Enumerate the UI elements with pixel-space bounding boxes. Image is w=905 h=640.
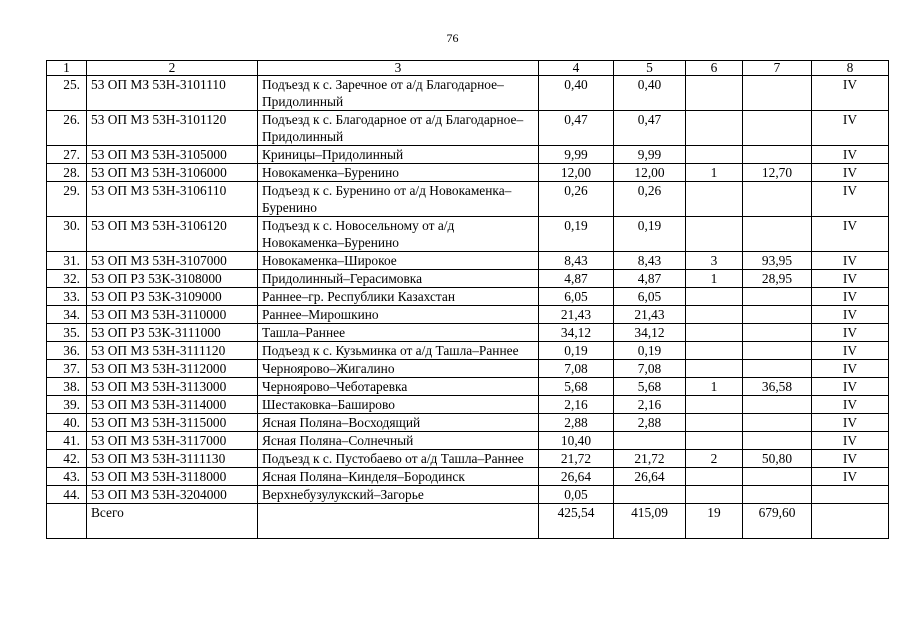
road-name: Ташла–Раннее	[258, 324, 539, 342]
col4-value: 0,26	[539, 182, 614, 217]
row-number: 31.	[47, 252, 87, 270]
total-name-cell	[258, 504, 539, 539]
table-row	[47, 146, 889, 164]
col4-value: 34,12	[539, 324, 614, 342]
road-code: 53 ОП МЗ 53Н-3111130	[87, 450, 258, 468]
col8-value: IV	[812, 396, 889, 414]
road-name: Верхнебузулукский–Загорье	[258, 486, 539, 504]
col4-value: 21,72	[539, 450, 614, 468]
table-row	[47, 468, 889, 486]
col7-value	[743, 396, 812, 414]
col5-value	[614, 432, 686, 450]
col8-value: IV	[812, 450, 889, 468]
col6-value	[686, 217, 743, 252]
col8-value: IV	[812, 252, 889, 270]
table-row	[47, 378, 889, 396]
table-row	[47, 288, 889, 306]
row-number: 34.	[47, 306, 87, 324]
col5-value: 6,05	[614, 288, 686, 306]
column-header: 5	[614, 61, 686, 76]
col5-value: 34,12	[614, 324, 686, 342]
col5-value: 7,08	[614, 360, 686, 378]
column-header: 2	[87, 61, 258, 76]
road-code: 53 ОП МЗ 53Н-3106110	[87, 182, 258, 217]
col8-value: IV	[812, 76, 889, 111]
column-header: 1	[47, 61, 87, 76]
row-number: 44.	[47, 486, 87, 504]
col6-value	[686, 396, 743, 414]
road-name: Ясная Поляна–Солнечный	[258, 432, 539, 450]
col6-value: 3	[686, 252, 743, 270]
total-col4: 425,54	[539, 504, 614, 539]
road-code: 53 ОП МЗ 53Н-3204000	[87, 486, 258, 504]
road-name: Новокаменка–Буренино	[258, 164, 539, 182]
col5-value: 2,16	[614, 396, 686, 414]
row-number: 39.	[47, 396, 87, 414]
col6-value: 2	[686, 450, 743, 468]
col7-value	[743, 432, 812, 450]
road-code: 53 ОП МЗ 53Н-3106120	[87, 217, 258, 252]
table-row	[47, 252, 889, 270]
total-col6: 19	[686, 504, 743, 539]
road-code: 53 ОП МЗ 53Н-3115000	[87, 414, 258, 432]
col6-value: 1	[686, 378, 743, 396]
road-code: 53 ОП МЗ 53Н-3105000	[87, 146, 258, 164]
col4-value: 8,43	[539, 252, 614, 270]
road-code: 53 ОП МЗ 53Н-3101110	[87, 76, 258, 111]
column-header: 6	[686, 61, 743, 76]
col7-value	[743, 486, 812, 504]
col7-value	[743, 146, 812, 164]
col7-value	[743, 342, 812, 360]
table-row	[47, 217, 889, 252]
road-name: Подъезд к с. Благодарное от а/д Благодарное–Придолинный	[258, 111, 539, 146]
col8-value	[812, 486, 889, 504]
road-code: 53 ОП МЗ 53Н-3107000	[87, 252, 258, 270]
row-number: 28.	[47, 164, 87, 182]
col6-value	[686, 432, 743, 450]
col5-value: 0,26	[614, 182, 686, 217]
col5-value: 5,68	[614, 378, 686, 396]
column-header: 8	[812, 61, 889, 76]
road-name: Подъезд к с. Новосельному от а/д Новокаменка–Буренино	[258, 217, 539, 252]
row-number: 32.	[47, 270, 87, 288]
col5-value: 21,72	[614, 450, 686, 468]
col6-value	[686, 182, 743, 217]
col5-value: 0,40	[614, 76, 686, 111]
table-row	[47, 111, 889, 146]
col6-value	[686, 486, 743, 504]
col7-value	[743, 414, 812, 432]
col8-value: IV	[812, 378, 889, 396]
col4-value: 4,87	[539, 270, 614, 288]
col8-value: IV	[812, 306, 889, 324]
table-row	[47, 450, 889, 468]
table-row	[47, 164, 889, 182]
col7-value	[743, 306, 812, 324]
road-code: 53 ОП РЗ 53К-3109000	[87, 288, 258, 306]
table-row	[47, 342, 889, 360]
road-code: 53 ОП МЗ 53Н-3106000	[87, 164, 258, 182]
road-code: 53 ОП МЗ 53Н-3111120	[87, 342, 258, 360]
total-col5: 415,09	[614, 504, 686, 539]
row-number: 42.	[47, 450, 87, 468]
col7-value	[743, 76, 812, 111]
col7-value	[743, 182, 812, 217]
col8-value: IV	[812, 360, 889, 378]
road-code: 53 ОП МЗ 53Н-3113000	[87, 378, 258, 396]
col8-value: IV	[812, 217, 889, 252]
col4-value: 2,88	[539, 414, 614, 432]
column-header: 7	[743, 61, 812, 76]
col6-value	[686, 146, 743, 164]
col7-value	[743, 360, 812, 378]
col4-value: 21,43	[539, 306, 614, 324]
header-row	[47, 61, 889, 76]
row-number: 30.	[47, 217, 87, 252]
row-number: 40.	[47, 414, 87, 432]
row-number: 41.	[47, 432, 87, 450]
col5-value: 2,88	[614, 414, 686, 432]
col5-value: 26,64	[614, 468, 686, 486]
road-code: 53 ОП РЗ 53К-3108000	[87, 270, 258, 288]
col4-value: 0,05	[539, 486, 614, 504]
col5-value: 0,19	[614, 217, 686, 252]
col6-value	[686, 324, 743, 342]
col8-value: IV	[812, 342, 889, 360]
total-num-cell	[47, 504, 87, 539]
total-col8	[812, 504, 889, 539]
road-name: Черноярово–Жигалино	[258, 360, 539, 378]
road-name: Придолинный–Герасимовка	[258, 270, 539, 288]
col7-value: 12,70	[743, 164, 812, 182]
col5-value: 0,19	[614, 342, 686, 360]
column-header: 3	[258, 61, 539, 76]
road-name: Шестаковка–Баширово	[258, 396, 539, 414]
road-code: 53 ОП МЗ 53Н-3101120	[87, 111, 258, 146]
col8-value: IV	[812, 182, 889, 217]
table-row	[47, 306, 889, 324]
total-label: Всего	[87, 504, 258, 539]
col7-value: 93,95	[743, 252, 812, 270]
col4-value: 12,00	[539, 164, 614, 182]
col4-value: 10,40	[539, 432, 614, 450]
col6-value	[686, 306, 743, 324]
col4-value: 9,99	[539, 146, 614, 164]
table-row	[47, 432, 889, 450]
table-row	[47, 270, 889, 288]
road-name: Новокаменка–Широкое	[258, 252, 539, 270]
table-row	[47, 324, 889, 342]
road-code: 53 ОП РЗ 53К-3111000	[87, 324, 258, 342]
col4-value: 0,40	[539, 76, 614, 111]
road-name: Подъезд к с. Пустобаево от а/д Ташла–Раннее	[258, 450, 539, 468]
total-col7: 679,60	[743, 504, 812, 539]
row-number: 29.	[47, 182, 87, 217]
road-name: Ясная Поляна–Кинделя–Бородинск	[258, 468, 539, 486]
column-header: 4	[539, 61, 614, 76]
table-row	[47, 414, 889, 432]
road-name: Черноярово–Чеботаревка	[258, 378, 539, 396]
row-number: 27.	[47, 146, 87, 164]
col7-value	[743, 288, 812, 306]
col7-value: 28,95	[743, 270, 812, 288]
col7-value: 50,80	[743, 450, 812, 468]
table-row	[47, 360, 889, 378]
col7-value	[743, 111, 812, 146]
road-name: Криницы–Придолинный	[258, 146, 539, 164]
col6-value	[686, 468, 743, 486]
row-number: 33.	[47, 288, 87, 306]
row-number: 37.	[47, 360, 87, 378]
table-row	[47, 76, 889, 111]
col8-value: IV	[812, 414, 889, 432]
col8-value: IV	[812, 111, 889, 146]
col5-value: 4,87	[614, 270, 686, 288]
road-name: Раннее–гр. Республики Казахстан	[258, 288, 539, 306]
road-name: Раннее–Мирошкино	[258, 306, 539, 324]
col6-value	[686, 360, 743, 378]
col7-value	[743, 217, 812, 252]
col8-value: IV	[812, 288, 889, 306]
col8-value: IV	[812, 146, 889, 164]
col4-value: 6,05	[539, 288, 614, 306]
road-name: Ясная Поляна–Восходящий	[258, 414, 539, 432]
road-code: 53 ОП МЗ 53Н-3112000	[87, 360, 258, 378]
col6-value	[686, 288, 743, 306]
col5-value: 8,43	[614, 252, 686, 270]
col5-value	[614, 486, 686, 504]
col5-value: 12,00	[614, 164, 686, 182]
col6-value	[686, 111, 743, 146]
col5-value: 9,99	[614, 146, 686, 164]
row-number: 43.	[47, 468, 87, 486]
col8-value: IV	[812, 432, 889, 450]
col4-value: 2,16	[539, 396, 614, 414]
col7-value	[743, 468, 812, 486]
col4-value: 0,47	[539, 111, 614, 146]
col8-value: IV	[812, 468, 889, 486]
col8-value: IV	[812, 164, 889, 182]
road-name: Подъезд к с. Буренино от а/д Новокаменка–Буренино	[258, 182, 539, 217]
col4-value: 5,68	[539, 378, 614, 396]
table-row	[47, 486, 889, 504]
col5-value: 21,43	[614, 306, 686, 324]
page-number: 76	[446, 31, 459, 45]
road-code: 53 ОП МЗ 53Н-3110000	[87, 306, 258, 324]
table-body	[47, 76, 889, 504]
col6-value: 1	[686, 164, 743, 182]
col6-value	[686, 76, 743, 111]
table-row	[47, 182, 889, 217]
road-name: Подъезд к с. Заречное от а/д Благодарное–Придолинный	[258, 76, 539, 111]
table-row	[47, 396, 889, 414]
col5-value: 0,47	[614, 111, 686, 146]
road-code: 53 ОП МЗ 53Н-3117000	[87, 432, 258, 450]
row-number: 36.	[47, 342, 87, 360]
col4-value: 0,19	[539, 217, 614, 252]
row-number: 25.	[47, 76, 87, 111]
road-code: 53 ОП МЗ 53Н-3118000	[87, 468, 258, 486]
row-number: 26.	[47, 111, 87, 146]
col6-value: 1	[686, 270, 743, 288]
col4-value: 7,08	[539, 360, 614, 378]
row-number: 38.	[47, 378, 87, 396]
col4-value: 0,19	[539, 342, 614, 360]
row-number: 35.	[47, 324, 87, 342]
total-row	[47, 504, 889, 539]
col7-value: 36,58	[743, 378, 812, 396]
col4-value: 26,64	[539, 468, 614, 486]
col6-value	[686, 414, 743, 432]
col8-value: IV	[812, 324, 889, 342]
col7-value	[743, 324, 812, 342]
col8-value: IV	[812, 270, 889, 288]
road-name: Подъезд к с. Кузьминка от а/д Ташла–Раннее	[258, 342, 539, 360]
road-code: 53 ОП МЗ 53Н-3114000	[87, 396, 258, 414]
col6-value	[686, 342, 743, 360]
roads-table	[46, 60, 889, 539]
